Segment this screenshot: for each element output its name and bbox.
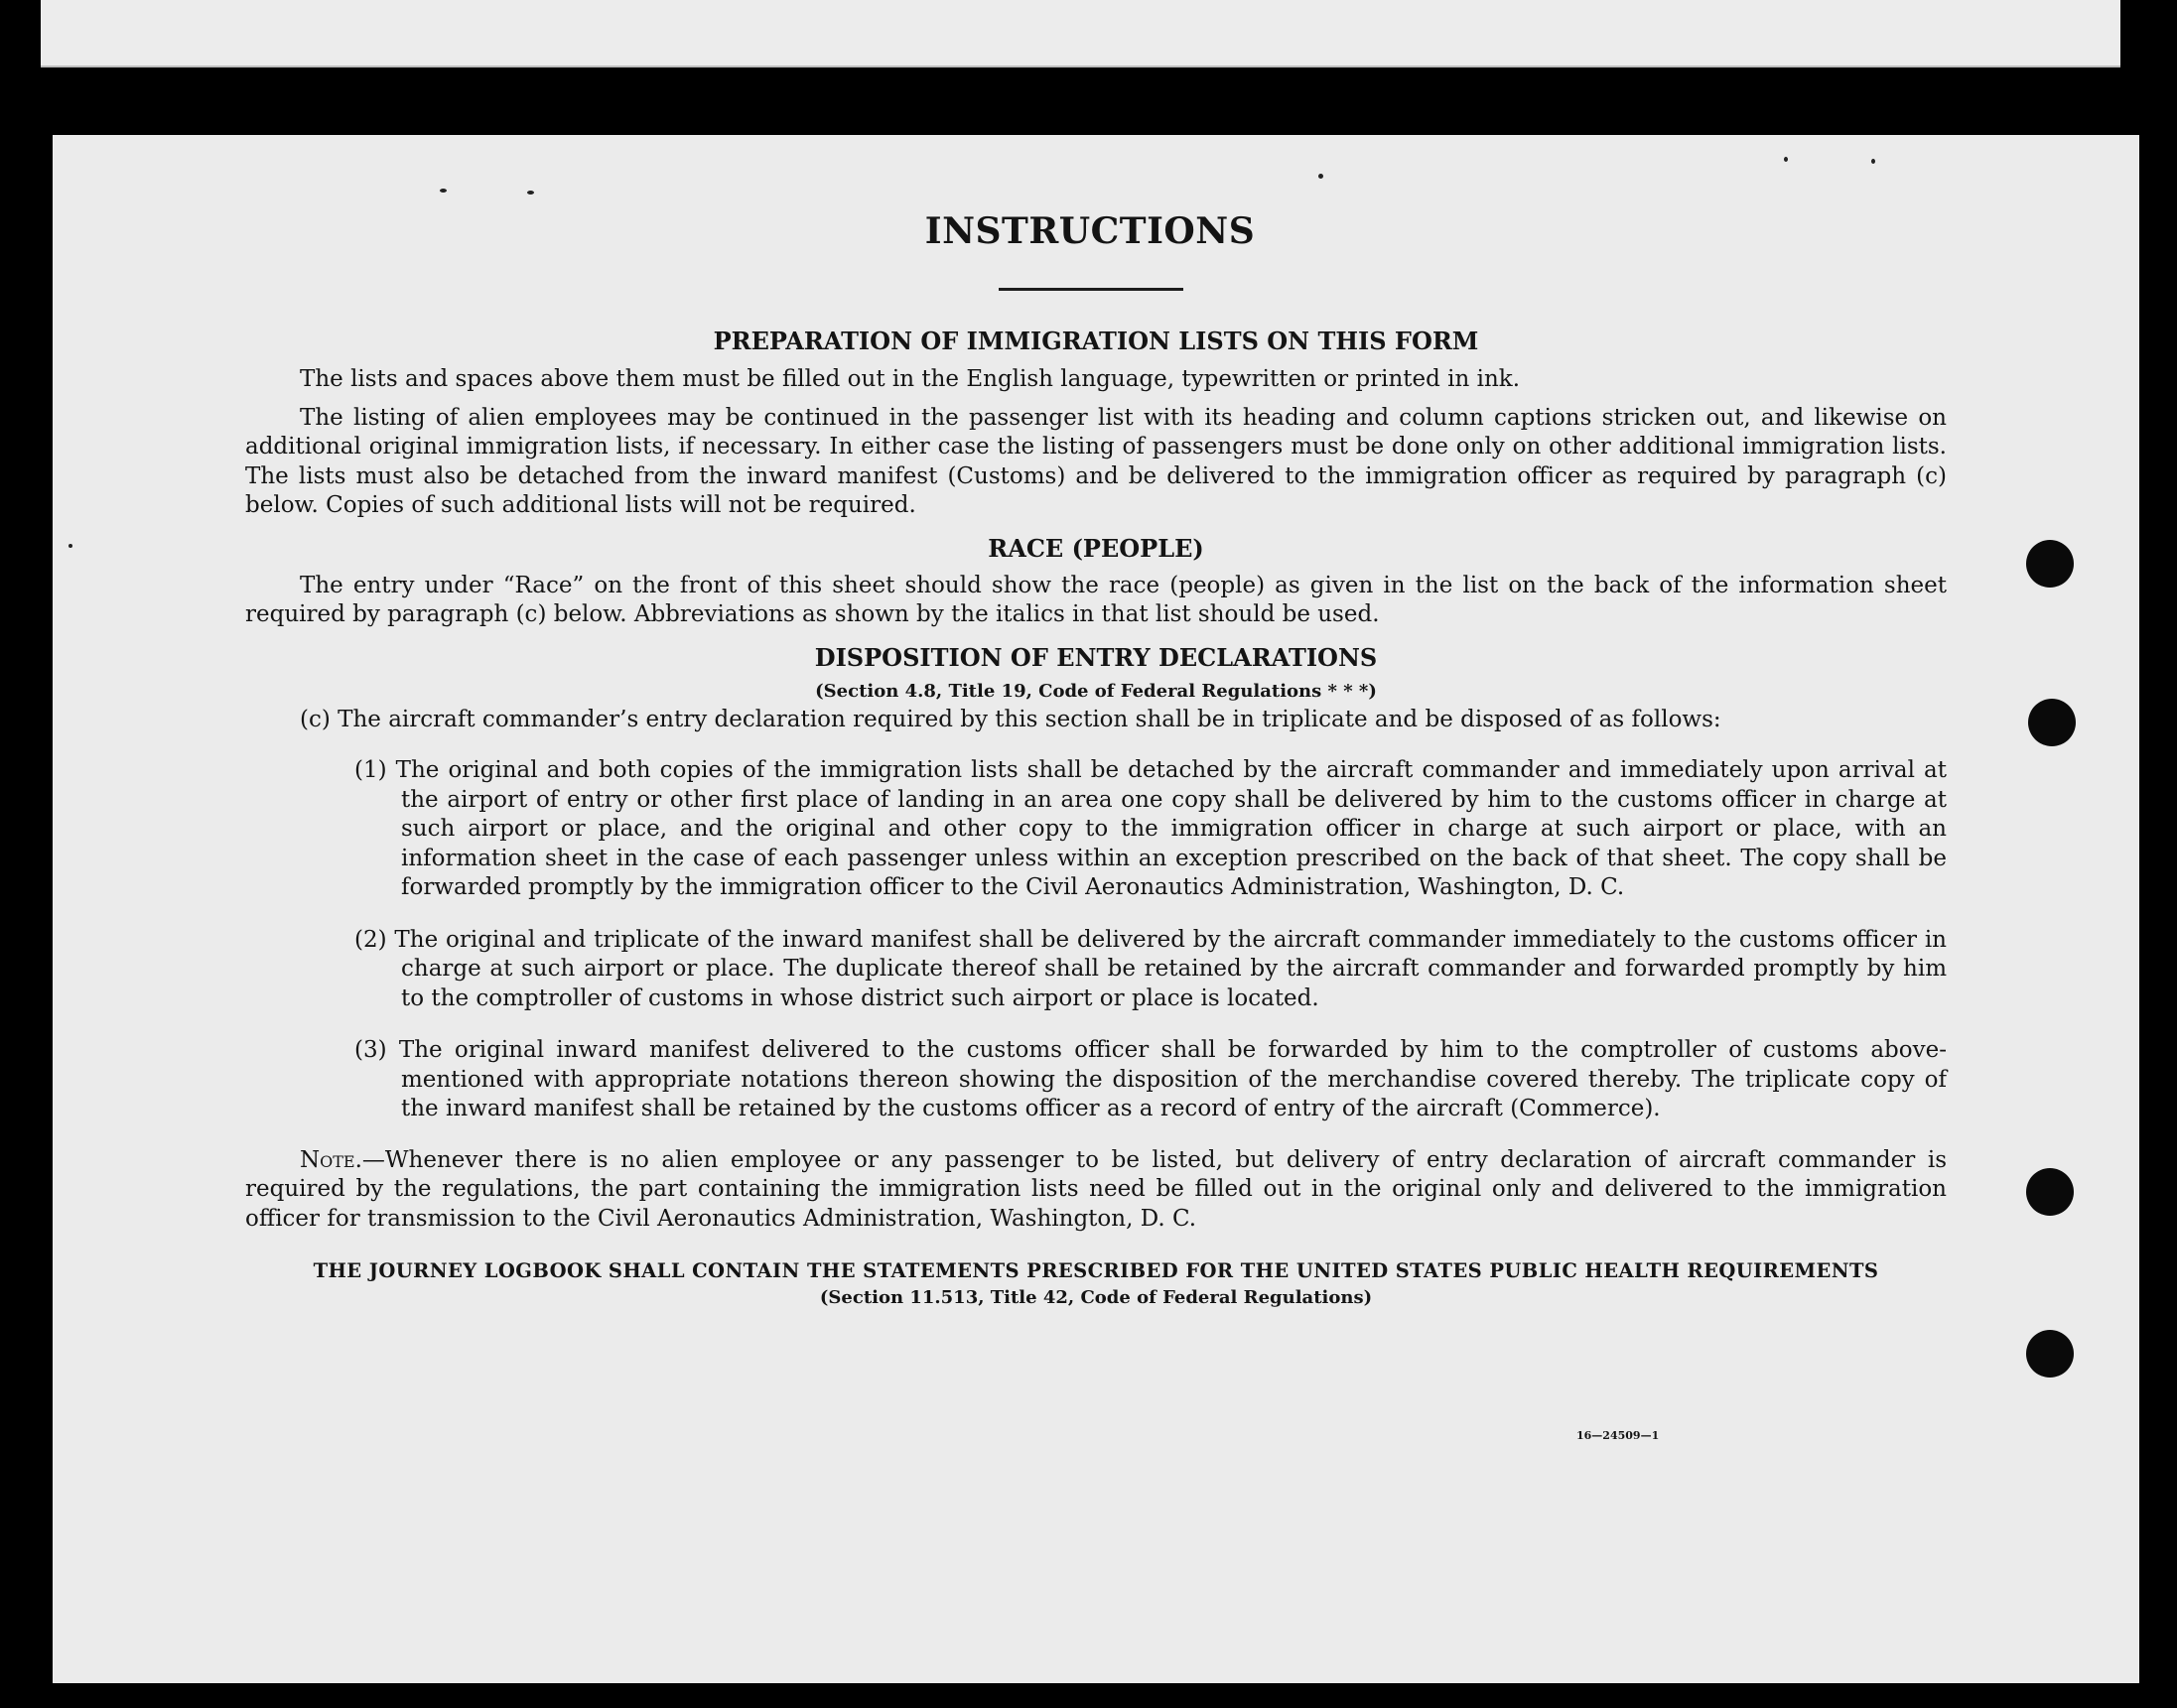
- note-text: —Whenever there is no alien employee or any passenger to be listed, but delivery of entry declaration of aircraft commander is required by the regulations, the part containing the immigration lists need be filled out in the original only and delivered to the immigration officer for transmission to the Civil Aeronautics Administration, Washington, D. C.: [245, 1146, 1947, 1232]
- instruction-sheet: [53, 135, 2139, 1683]
- scan-speck: [68, 544, 72, 548]
- disposition-heading: DISPOSITION OF ENTRY DECLARATIONS: [814, 642, 1378, 672]
- form-code: 16—24509—1: [1576, 1429, 1660, 1442]
- scan-speck: [1871, 159, 1875, 164]
- page-title: INSTRUCTIONS: [924, 210, 1256, 252]
- disposition-intro: (c) The aircraft commander’s entry declaration required by this section shall be in triplicate and be disposed of as follows:: [300, 706, 1721, 732]
- journey-citation: (Section 11.513, Title 42, Code of Federal Regulations): [819, 1287, 1373, 1308]
- scan-speck: [527, 191, 534, 195]
- punch-hole: [2028, 699, 2076, 746]
- punch-hole: [2026, 1168, 2074, 1216]
- scan-speck: [440, 189, 447, 193]
- scan-speck: [1318, 174, 1323, 179]
- instructions-content: [245, 210, 1947, 1308]
- punch-hole: [2026, 1330, 2074, 1378]
- preparation-paragraph-1: The lists and spaces above them must be filled out in the English language, typewritten or printed in ink.: [300, 366, 1521, 392]
- disposition-item-2: (2) The original and triplicate of the inward manifest shall be delivered by the aircraft commander immediately to the customs officer in charge at such airport or place. The duplicate thereof shall be retained by the aircraft commander and forwarded promptly by him to the comptroller of customs in whose district such airport or place is located.: [354, 926, 1947, 1011]
- disposition-citation: (Section 4.8, Title 19, Code of Federal Regulations * * *): [815, 680, 1377, 702]
- disposition-item-1: (1) The original and both copies of the immigration lists shall be detached by the aircraft commander and immediately upon arrival at the airport of entry or other first place of landing in an area one copy shall be delivered by him to the customs officer in charge at such airport or place, and the original and other copy to the immigration officer in charge at such airport or place, with an information sheet in the case of each passenger unless within an exception prescribed on the back of that sheet. The copy shall be forwarded promptly by the immigration officer to the Civil Aeronautics Administration, Washington, D. C.: [354, 757, 1947, 900]
- race-paragraph: The entry under “Race” on the front of this sheet should show the race (people) as given in the list on the back of the information sheet required by paragraph (c) below. Abbreviations as shown by the italics in that list should be used.: [245, 572, 1947, 627]
- top-page-strip: [41, 0, 2120, 67]
- note-paragraph: [245, 1146, 1947, 1235]
- title-underline: [999, 288, 1183, 291]
- race-heading: RACE (PEOPLE): [988, 533, 1204, 563]
- journey-logbook-statement: THE JOURNEY LOGBOOK SHALL CONTAIN THE STATEMENTS PRESCRIBED FOR THE UNITED STATES PUBLIC HEALTH REQUIREMENTS: [313, 1259, 1879, 1282]
- punch-hole: [2026, 540, 2074, 588]
- preparation-heading: PREPARATION OF IMMIGRATION LISTS ON THIS FORM: [713, 327, 1479, 355]
- preparation-paragraph-2: The listing of alien employees may be continued in the passenger list with its heading and column captions stricken out, and likewise on additional original immigration lists, if necessary. In either case the listing of passengers must be done only on other additional immigration lists. The lists must also be detached from the inward manifest (Customs) and be delivered to the immigration officer as required by paragraph (c) below. Copies of such additional lists will not be required.: [245, 404, 1947, 518]
- note-label: Note.: [300, 1146, 362, 1173]
- scan-speck: [1784, 157, 1788, 162]
- disposition-item-3: (3) The original inward manifest delivered to the customs officer shall be forwarded by him to the comptroller of customs above-mentioned with appropriate notations thereon showing the disposition of the merchandise covered thereby. The triplicate copy of the inward manifest shall be retained by the customs officer as a record of entry of the aircraft (Commerce).: [354, 1037, 1947, 1121]
